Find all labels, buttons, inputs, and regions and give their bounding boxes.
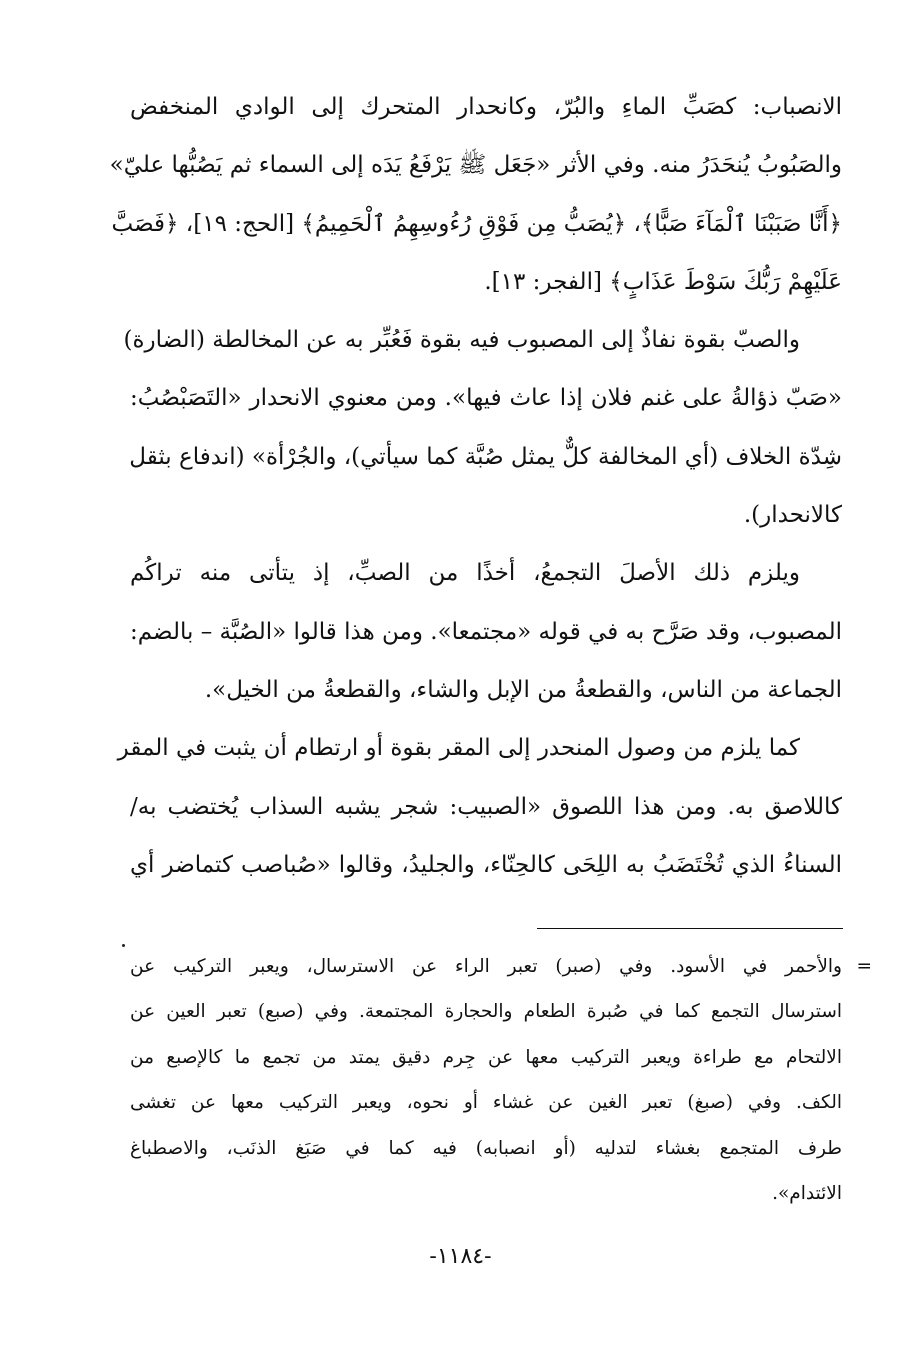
body-line: عَلَيْهِمْ رَبُّكَ سَوْطَ عَذَابٍ﴾ [الفجر: ١٣]. bbox=[484, 268, 842, 295]
body-line: المصبوب، وقد صَرَّح به في قوله «مجتمعا». ومن هذا قالوا «الصُبَّة – بالضم: bbox=[129, 618, 842, 645]
body-line: الانصباب: كصَبِّ الماءِ والبُرّ، وكانحدار المتحرك إلى الوادي المنخفض bbox=[130, 94, 842, 120]
footnote-line: الائتدام». bbox=[772, 1182, 842, 1204]
footnote-line-text: والأحمر في الأسود. وفي (صبر) تعبر الراء عن الاسترسال، ويعبر التركيب عن bbox=[130, 956, 842, 977]
scan-speck bbox=[122, 944, 125, 947]
body-line: كما يلزم من وصول المنحدر إلى المقر بقوة أو ارتطام أن يثبت في المقر bbox=[117, 735, 800, 762]
body-line: الجماعة من الناس، والقطعةُ من الإبل والشاء، والقطعةُ من الخيل». bbox=[204, 676, 842, 703]
page-number: -١١٨٤- bbox=[429, 1244, 492, 1269]
footnote-separator bbox=[537, 928, 843, 929]
footnote-line bbox=[130, 944, 872, 989]
body-line: والصَبُوبُ يُنحَدَرُ منه. وفي الأثر «جَعَل ﷺ يَرْفَعُ يَدَه إلى السماء ثم يَصُبُّها عليّ» bbox=[109, 152, 842, 179]
footnote-line: الالتحام مع طراءة ويعبر التركيب معها عن جِرم دقيق يمتد من تجمع ما كالإصبع من bbox=[130, 1046, 842, 1068]
body-line: كاللاصق به. ومن هذا اللصوق «الصبيب: شجر يشبه السذاب يُختضب به/ bbox=[130, 793, 842, 820]
body-line: كالانحدار). bbox=[743, 502, 842, 529]
footnote-line: استرسال التجمع كما في صُبرة الطعام والحجارة المجتمعة. وفي (صبع) تعبر العين عن bbox=[130, 1001, 842, 1023]
footnote-continuation-marker: = bbox=[856, 956, 872, 977]
main-text-block bbox=[109, 78, 842, 894]
body-line: السناءُ الذي تُخْتَضَبُ به اللِحَى كالحِنّاء، والجليدُ، وقالوا «صُباصب كتماضر أي bbox=[130, 851, 842, 878]
body-line: ﴿أَنَّا صَبَبْنَا ٱلْمَآءَ صَبًّا﴾، ﴿يُصَبُّ مِن فَوْقِ رُءُوسِهِمُ ٱلْحَمِيمُ﴾ [الحج: ١٩]، ﴿فَصَبَّ bbox=[111, 210, 842, 237]
body-line: «صَبّ ذؤالةُ على غنم فلان إذا عاث فيها». ومن معنوي الانحدار «التَصَبْصُبُ: bbox=[130, 385, 842, 412]
footnotes-block bbox=[130, 944, 872, 1216]
body-line: شِدّة الخلاف (أي المخالفة كلٌّ يمثل صُبَّة كما سيأتي)، والجُرْأة» (اندفاع بثقل bbox=[129, 443, 842, 470]
body-line: ويلزم ذلك الأصلَ التجمعُ، أخذًا من الصبِّ، إذ يتأتى منه تراكُم bbox=[130, 560, 800, 587]
body-line: والصبّ بقوة نفاذٌ إلى المصبوب فيه بقوة فَعُبِّر به عن المخالطة (الضارة) bbox=[123, 327, 800, 354]
footnote-line: الكف. وفي (صبغ) تعبر الغين عن غشاء أو نحوه، ويعبر التركيب معها عن تغشى bbox=[130, 1092, 842, 1114]
footnote-line: طرف المتجمع بغشاء لتدليه (أو انصبابه) فيه كما في صَبَغ الذنَب، والاصطباغ bbox=[130, 1137, 842, 1159]
